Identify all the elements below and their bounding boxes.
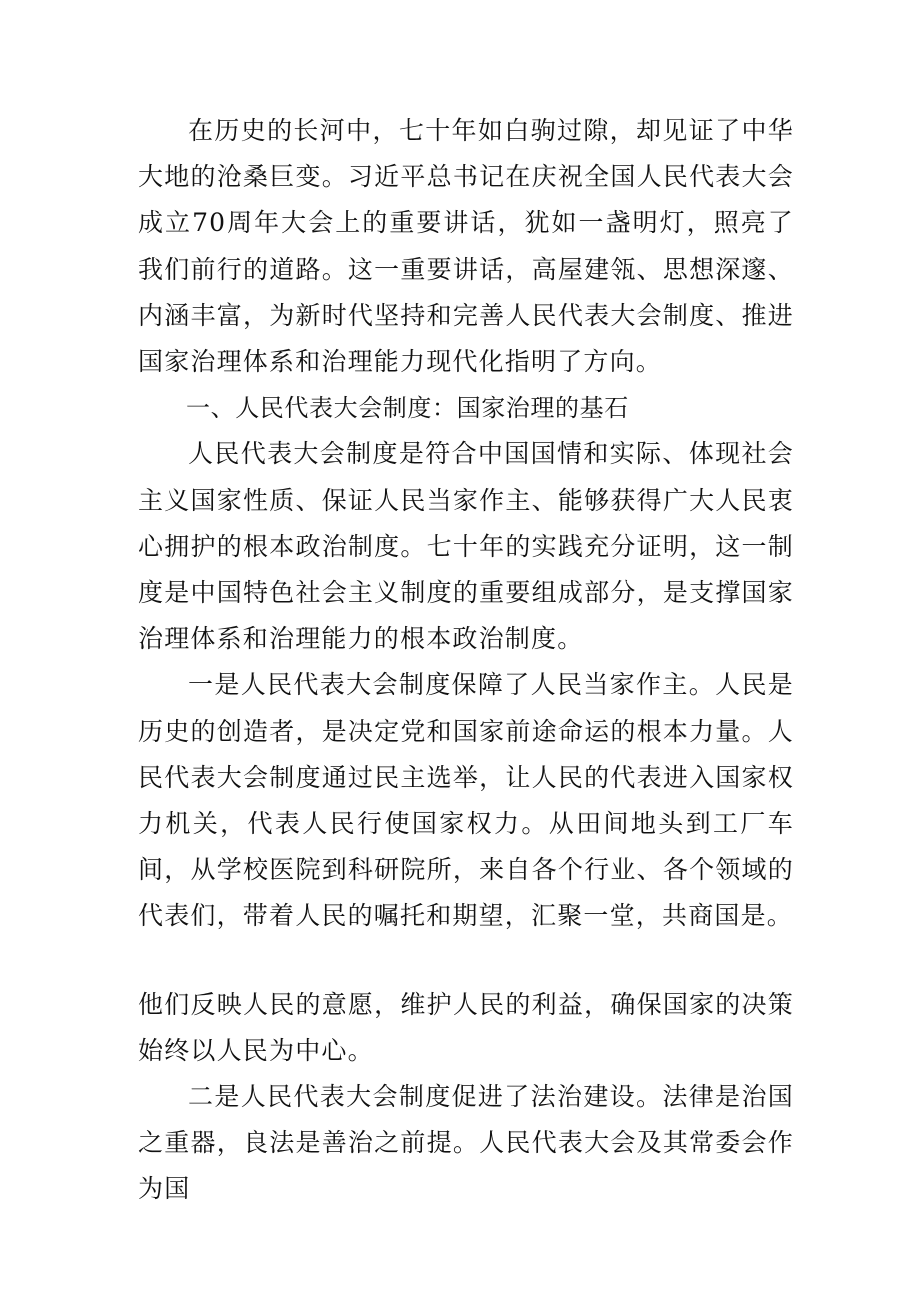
section-1-heading: 一、人民代表大会制度：国家治理的基石 <box>186 394 629 423</box>
section-1-paragraph-1: 人民代表大会制度是符合中国国情和实际、体现社会主义国家性质、保证人民当家作主、能够获得广大人民衷心拥护的根本政治制度。七十年的实践充分证明，这一制度是中国特色社会主义制度的重要组成部分，是支撑国家治理体系和治理能力的根本政治制度。 <box>138 439 794 654</box>
document-body <box>138 108 794 1213</box>
section-1-paragraph-2: 一是人民代表大会制度保障了人民当家作主。人民是历史的创造者，是决定党和国家前途命运的根本力量。人民代表大会制度通过民主选举，让人民的代表进入国家权力机关，代表人民行使国家权力。从田间地头到工厂车间，从学校医院到科研院所，来自各个行业、各个领域的代表们，带着人民的嘱托和期望，汇聚一堂，共商国是。 <box>138 670 794 931</box>
section-1-paragraph-4: 二是人民代表大会制度促进了法治建设。法律是治国之重器，良法是善治之前提。人民代表大会及其常委会作为国 <box>138 1082 794 1204</box>
intro-paragraph: 在历史的长河中，七十年如白驹过隙，却见证了中华大地的沧桑巨变。习近平总书记在庆祝全国人民代表大会成立70周年大会上的重要讲话，犹如一盏明灯，照亮了我们前行的道路。这一重要讲话，高屋建瓴、思想深邃、内涵丰富，为新时代坚持和完善人民代表大会制度、推进国家治理体系和治理能力现代化指明了方向。 <box>138 116 794 377</box>
paragraph-gap <box>138 940 794 982</box>
section-1-paragraph-3: 他们反映人民的意愿，维护人民的利益，确保国家的决策始终以人民为中心。 <box>138 989 794 1065</box>
